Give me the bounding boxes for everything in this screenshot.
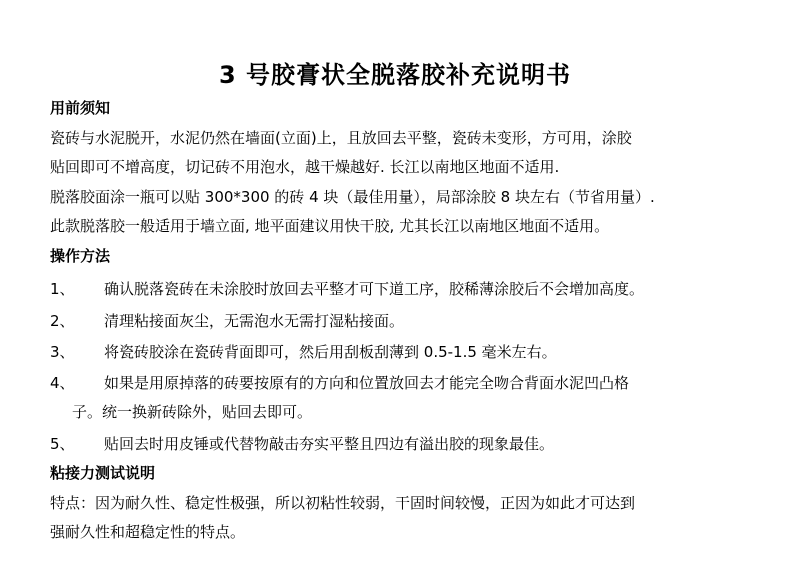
test-heading: 粘接力测试说明 xyxy=(50,464,156,482)
step-number-5: 5、 xyxy=(50,435,75,453)
step-text-3: 将瓷砖胶涂在瓷砖背面即可，然后用刮板刮薄到 0.5-1.5 毫米左右。 xyxy=(104,343,557,361)
step-text-1: 确认脱落瓷砖在未涂胶时放回去平整才可下道工序，胶稀薄涂胶后不会增加高度。 xyxy=(104,280,645,298)
notice-line-3: 脱落胶面涂一瓶可以贴 300*300 的砖 4 块（最佳用量），局部涂胶 8 块左右（节省用量）. xyxy=(50,188,655,206)
step-number-4: 4、 xyxy=(50,374,75,392)
notice-line-2: 贴回即可不增高度，切记砖不用泡水，越干燥越好. 长江以南地区地面不适用. xyxy=(50,158,560,176)
step-number-2: 2、 xyxy=(50,312,75,330)
step-text-4-continued: 子。统一换新砖除外，贴回去即可。 xyxy=(72,403,313,421)
step-number-1: 1、 xyxy=(50,280,75,298)
step-number-3: 3、 xyxy=(50,343,75,361)
step-text-4: 如果是用原掉落的砖要按原有的方向和位置放回去才能完全吻合背面水泥凹凸格 xyxy=(104,374,630,392)
notice-line-1: 瓷砖与水泥脱开，水泥仍然在墙面(立面)上，且放回去平整，瓷砖未变形，方可用，涂胶 xyxy=(50,129,632,147)
test-line-1: 特点：因为耐久性、稳定性极强，所以初粘性较弱，干固时间较慢，正因为如此才可达到 xyxy=(50,494,636,512)
notice-line-4: 此款脱落胶一般适用于墙立面, 地平面建议用快干胶, 尤其长江以南地区地面不适用。 xyxy=(50,217,610,235)
document-title: 3 号胶膏状全脱落胶补充说明书 xyxy=(218,61,572,89)
method-heading: 操作方法 xyxy=(50,247,111,265)
notice-heading: 用前须知 xyxy=(50,99,111,117)
step-text-2: 清理粘接面灰尘，无需泡水无需打湿粘接面。 xyxy=(104,312,405,330)
test-line-2: 强耐久性和超稳定性的特点。 xyxy=(50,523,246,541)
step-text-5: 贴回去时用皮锤或代替物敲击夯实平整且四边有溢出胶的现象最佳。 xyxy=(104,435,555,453)
